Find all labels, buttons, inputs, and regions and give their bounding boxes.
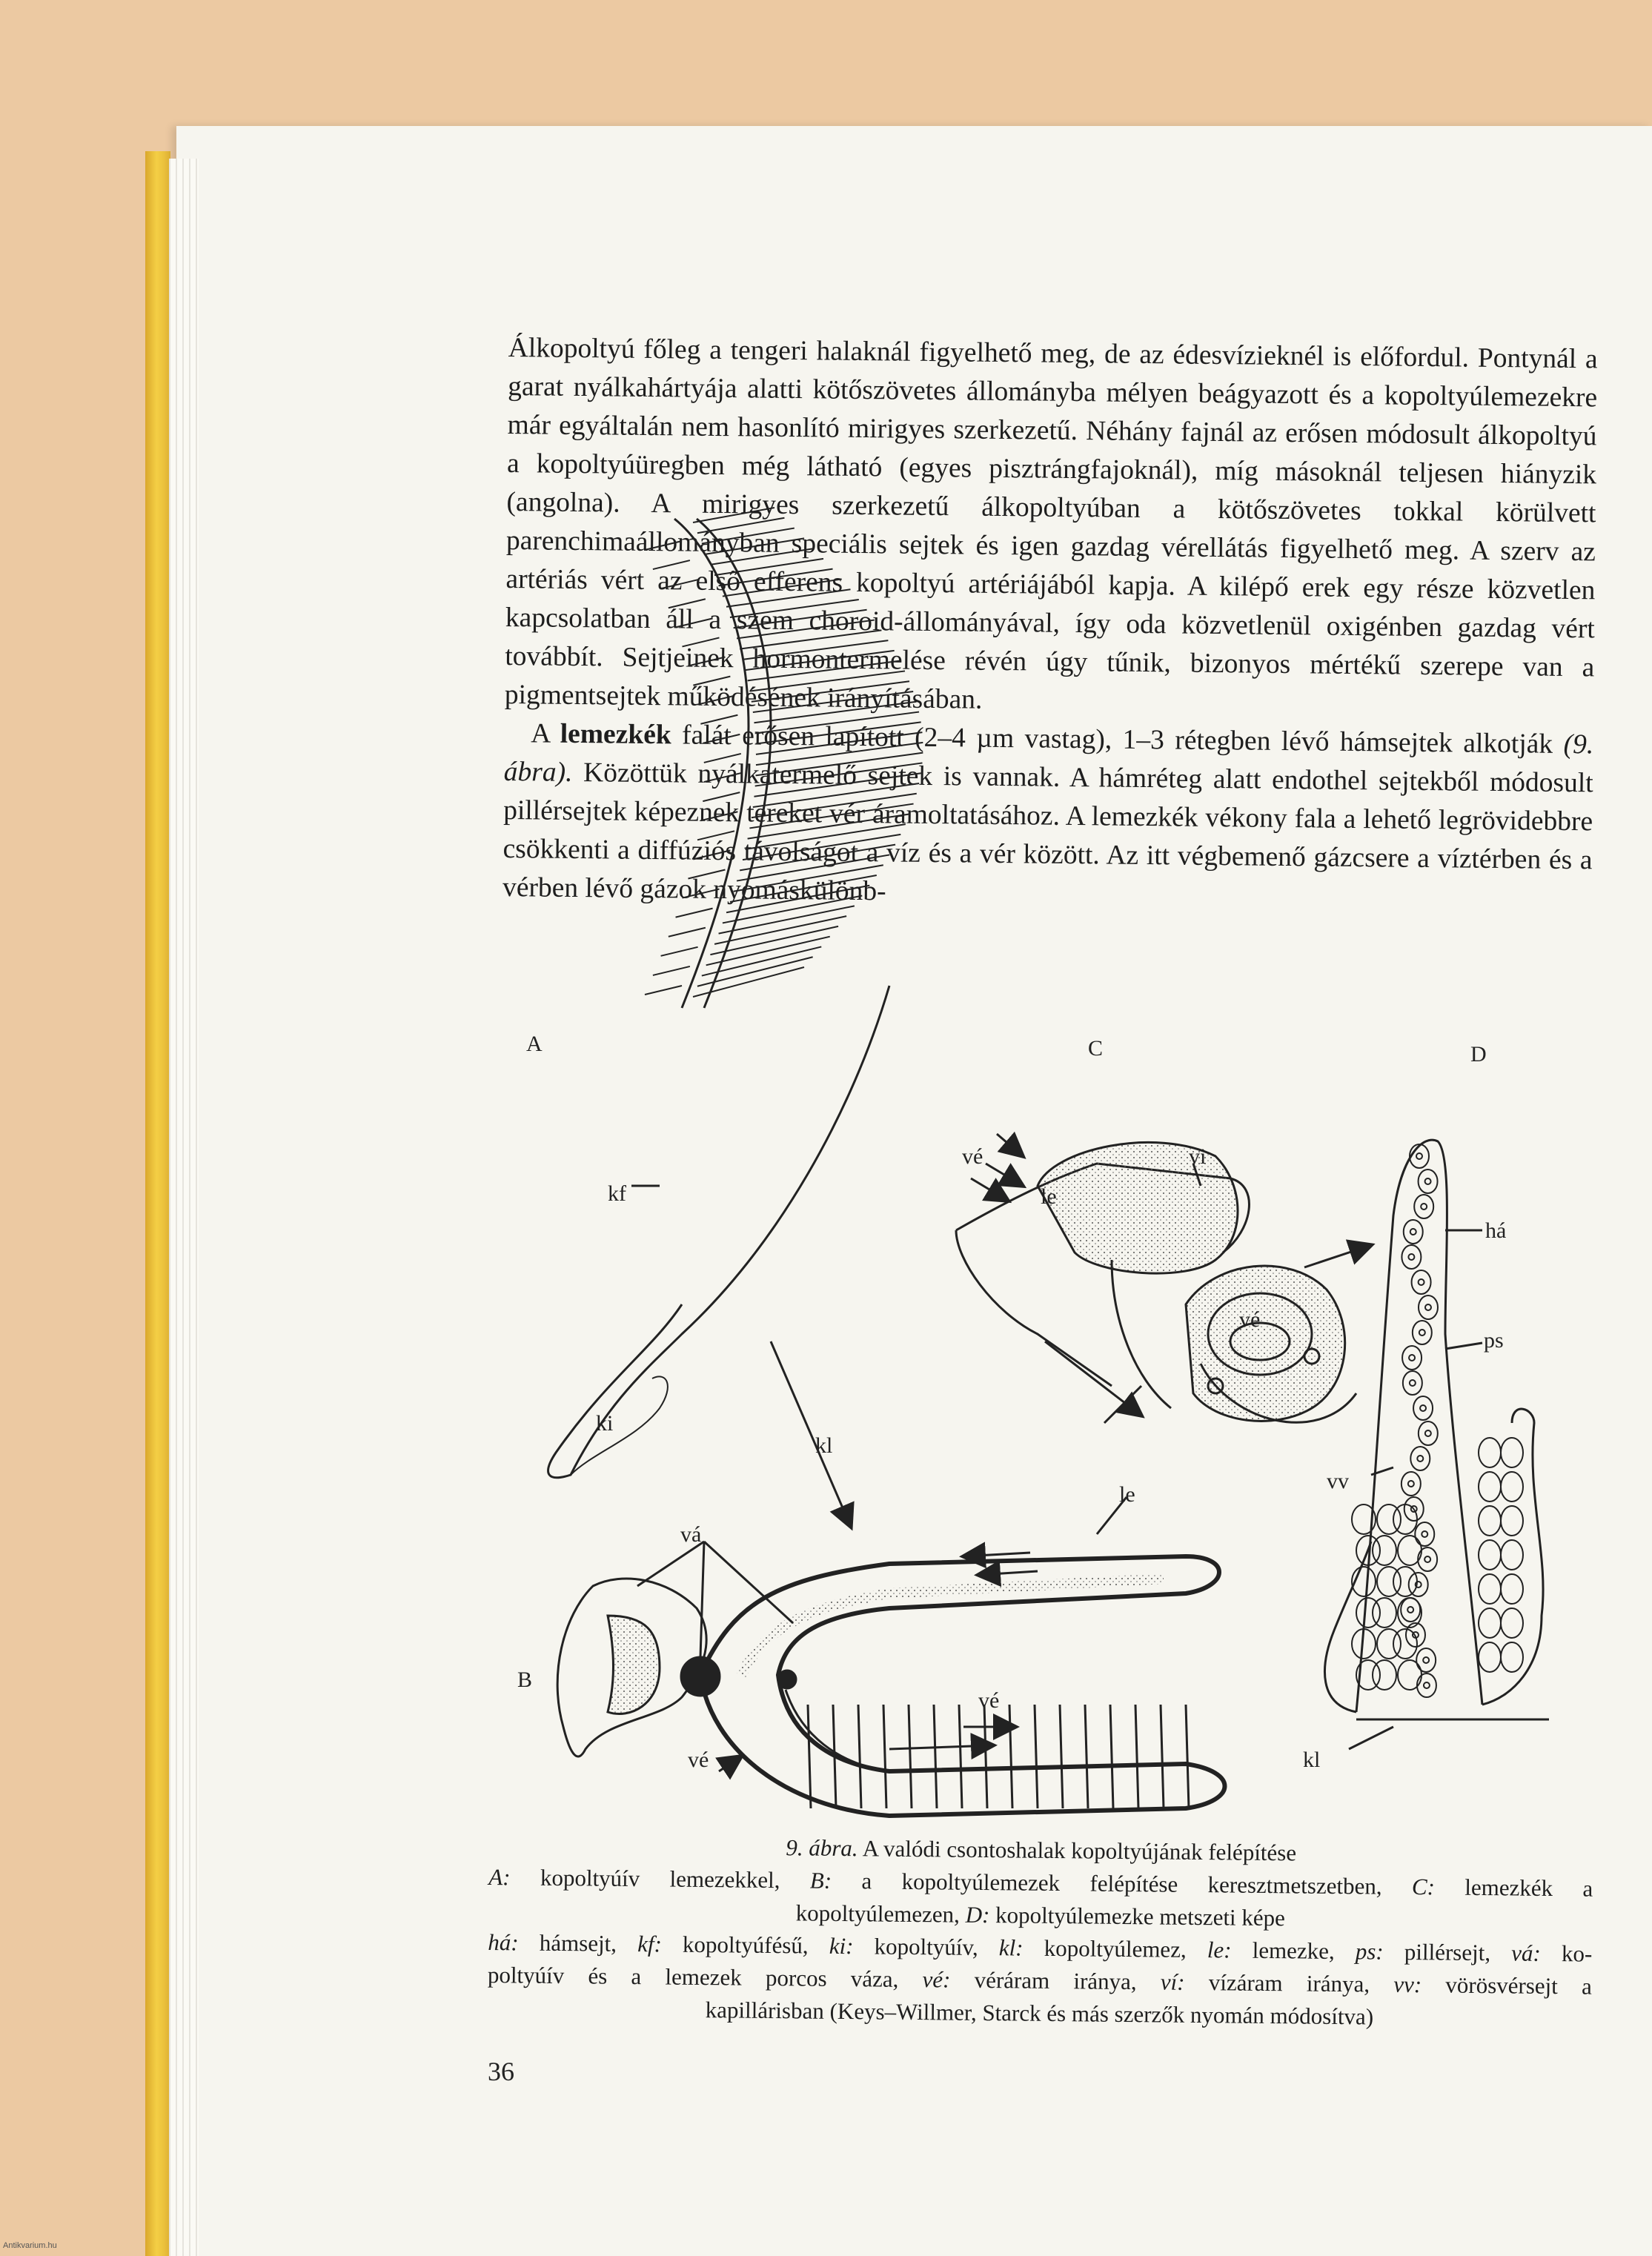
label-le-b: le	[1119, 1482, 1135, 1507]
caption-line-4: poltyúív és a lemezek porcos váza, vé: véráram iránya, ví: vízáram iránya, vv: vörösvérsejt a	[487, 1961, 1593, 2000]
label-vv: vv	[1327, 1469, 1349, 1493]
label-ve-c1: vé	[962, 1144, 983, 1169]
panel-label-b: B	[517, 1668, 533, 1692]
label-ve-b1: vé	[978, 1688, 1000, 1713]
label-kf: kf	[608, 1181, 626, 1206]
panel-d-drawing	[1325, 1140, 1549, 1749]
paragraph-1: Álkopoltyú főleg a tengeri halaknál figyelhető meg, de az édesvízieknél is előfordul. Pontynál a garat nyálkahártyája alatti kötőszövetes állományba mélyen beágyazott és a kopoltyúlemezekre már egyáltalán nem hasonlító mirigyes szerkezetű. Néhány fajnál az erősen módosult álkopoltyú a kopoltyúüregben még látható (egyes pisztrángfajoknál), míg másoknál teljesen hiányzik (angolna). A mirigyes szerkezetű álkopoltyúban a kötőszövetes tokkal körülvett parenchimaállományban speciális sejtek és igen gazdag vérellátás figyelhető meg. A szerv az artériás vért az első efferens kopoltyú artériájából kapja. A kilépő erek egy része közvetlen kapcsolatban áll a szem choroid-állományával, így oda közvetlenül oxigénben gazdag vért továbbít. Sejtjeinek hormontermelése révén úgy tűnik, bizonyos mértékű szerepe van a pigmentsejtek működésének irányításában.	[504, 332, 1598, 715]
paragraph-2-lead: A	[531, 718, 560, 749]
label-ve-b2: vé	[688, 1748, 709, 1772]
panel-label-a: A	[526, 1032, 543, 1056]
figure-reference: (9. ábra).	[503, 729, 1594, 788]
gill-arch	[674, 519, 749, 1008]
paragraph-2-text-a: falát erősen lapított (2–4 µm vastag), 1–3 rétegben lévő hámsejtek alkotják	[671, 720, 1564, 760]
label-ha: há	[1485, 1218, 1507, 1243]
filament-chambers	[808, 1705, 1189, 1808]
label-va: vá	[680, 1522, 702, 1547]
caption-line-3: há: hámsejt, kf: kopoltyúfésű, ki: kopoltyúív, kl: kopoltyúlemez, le: lemezke, ps: pillérsejt, vá: ko-	[488, 1928, 1593, 1967]
paragraph-2-text-b: Közöttük nyálkatermelő sejtek is vannak. A hámréteg alatt endothel sejtekből módosult pillérsejtek képeznek tereket vér áramoltatásához. A lemezkék vékony fala a lehető legrövidebbre csökkenti a diffúziós távolságot a víz és a vér között. Az itt végbemenő gázcsere a víztérben és a vérben lévő gázok nyomáskülönb-	[502, 757, 1593, 907]
page-number: 36	[488, 2057, 514, 2086]
panel-label-d: D	[1470, 1042, 1487, 1066]
caption-line-5: kapillárisban (Keys–Willmer, Starck és más szerzők nyomán módosítva)	[705, 1997, 1374, 2030]
kl-pointer	[771, 1341, 851, 1527]
panel-b-drawing	[557, 1497, 1224, 1816]
term-lemezkek: lemezkék	[560, 718, 671, 751]
label-ki: ki	[596, 1411, 614, 1436]
label-vi: vi	[1189, 1144, 1207, 1169]
watermark: Antikvarium.hu	[3, 2241, 57, 2250]
panel-a-drawing	[548, 508, 923, 1527]
caption-line-2: kopoltyúlemezen, D: kopoltyúlemezke metszeti képe	[795, 1900, 1286, 1931]
label-ve-c2: vé	[1239, 1307, 1261, 1332]
caption-line-1: A: kopoltyúív lemezekkel, B: a kopoltyúlemezek felépítése keresztmetszetben, C: lemezkék a	[488, 1863, 1593, 1902]
figure-caption	[487, 1828, 1593, 2036]
label-kl-d: kl	[1303, 1748, 1321, 1772]
label-kl-a: kl	[815, 1433, 833, 1458]
gill-rakers	[645, 541, 741, 995]
gill-filaments	[693, 508, 923, 997]
panel-label-c: C	[1088, 1036, 1104, 1061]
label-ps: ps	[1484, 1328, 1504, 1353]
caption-title: 9. ábra. A valódi csontoshalak kopoltyújának felépítése	[786, 1834, 1297, 1866]
panel-c-drawing	[956, 1134, 1371, 1423]
label-le-c: le	[1041, 1184, 1057, 1209]
